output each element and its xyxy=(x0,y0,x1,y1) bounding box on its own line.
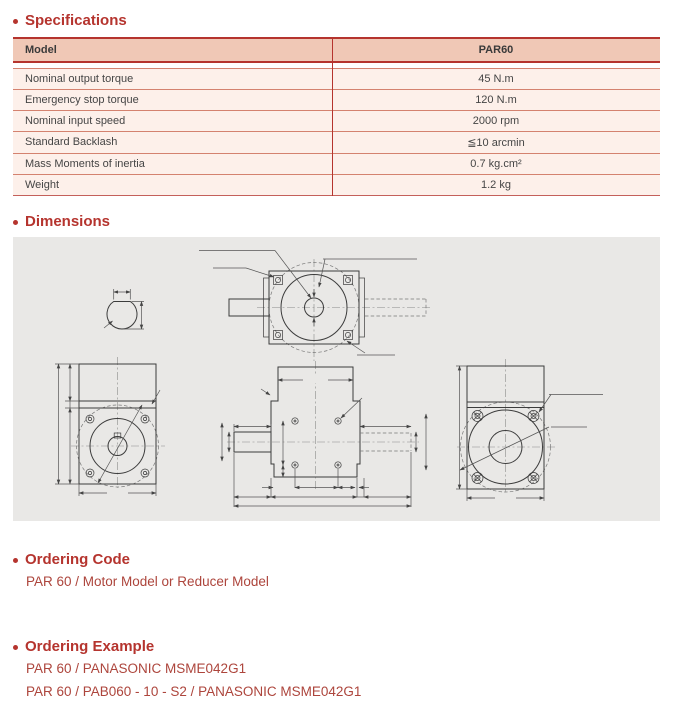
ordering-code-title xyxy=(13,551,660,569)
back-view xyxy=(456,359,603,502)
dimensions-panel xyxy=(13,237,660,521)
dimensions-title xyxy=(13,213,660,231)
spec-value: 2000 rpm xyxy=(472,115,520,127)
table-row xyxy=(13,154,660,175)
table-header-model: Model xyxy=(25,44,57,56)
spec-value: 1.2 kg xyxy=(481,179,511,191)
spec-label: Standard Backlash xyxy=(25,136,118,148)
bullet-icon xyxy=(13,645,18,650)
ordering-example-section xyxy=(13,638,660,702)
shaft-section-outline xyxy=(107,302,137,329)
table-column-divider xyxy=(332,37,333,196)
bullet-icon xyxy=(13,220,18,225)
side-view xyxy=(222,361,426,507)
ordering-example-title xyxy=(13,638,660,656)
shaft-section-view xyxy=(104,289,144,329)
table-row xyxy=(13,69,660,90)
spec-value: 0.7 kg.cm² xyxy=(470,158,522,170)
dimensions-drawing xyxy=(13,237,660,521)
specifications-section xyxy=(13,12,660,196)
specifications-title-text: Specifications xyxy=(25,12,127,29)
spec-value: 45 N.m xyxy=(478,73,514,85)
spec-label: Nominal input speed xyxy=(25,115,126,127)
spec-label: Weight xyxy=(25,179,60,191)
top-view xyxy=(199,251,431,362)
bullet-icon xyxy=(13,558,18,563)
table-header-row xyxy=(13,37,660,63)
ordering-code-title-text: Ordering Code xyxy=(25,551,131,568)
front-view xyxy=(55,357,165,497)
dimensions-title-text: Dimensions xyxy=(25,213,111,230)
table-header-model-value: PAR60 xyxy=(478,44,514,56)
ordering-example-title-text: Ordering Example xyxy=(25,638,155,655)
table-body xyxy=(13,68,660,196)
spec-label: Mass Moments of inertia xyxy=(25,158,145,170)
specifications-table xyxy=(13,37,660,196)
dimensions-section xyxy=(13,213,660,521)
bullet-icon xyxy=(13,19,18,24)
specifications-title xyxy=(13,12,660,30)
table-row xyxy=(13,90,660,111)
spec-label: Emergency stop torque xyxy=(25,94,139,106)
ordering-code-section xyxy=(13,551,660,592)
spec-value: 120 N.m xyxy=(475,94,517,106)
ordering-code-line: PAR 60 / Motor Model or Reducer Model xyxy=(26,574,269,589)
table-row xyxy=(13,111,660,132)
spec-value: ≦10 arcmin xyxy=(467,137,525,149)
ordering-example-line-2: PAR 60 / PAB060 - 10 - S2 / PANASONIC MSME042G1 xyxy=(26,684,362,699)
ordering-example-line-1: PAR 60 / PANASONIC MSME042G1 xyxy=(26,661,247,676)
spec-label: Nominal output torque xyxy=(25,73,134,85)
table-row xyxy=(13,132,660,154)
table-row xyxy=(13,175,660,195)
